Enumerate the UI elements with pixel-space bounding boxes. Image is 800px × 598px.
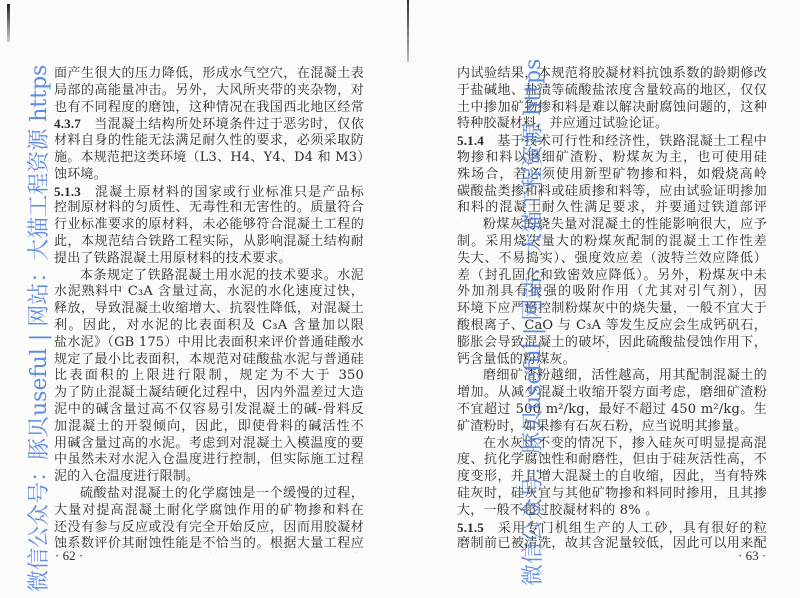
text-line — [457, 184, 767, 201]
text-line — [457, 385, 767, 402]
line-text: 控制原材料的匀质性、无毒性和无害性的。质量符合 — [54, 200, 364, 216]
text-line — [457, 234, 767, 251]
text-line — [54, 184, 364, 201]
text-line — [54, 167, 364, 184]
line-text: 利。因此，对水泥的比表面积及 C₃A 含量加以限 — [54, 317, 364, 333]
line-text: 泥中的碱含量过高不仅容易引发混凝土的碱-骨料反 — [54, 401, 364, 417]
text-line — [457, 419, 767, 436]
line-text: 盐水泥》（GB 175）中用比表面积来评价普通硅酸水 — [54, 334, 364, 350]
line-text: 行业标准要求的原材料，未必能够符合混凝土工程的 — [54, 217, 364, 233]
text-line — [457, 503, 767, 520]
line-text: 用碱含量过高的水泥。考虑到对混凝土入模温度的要 — [54, 435, 364, 451]
line-text: 混凝土原材料的国家或行业标准只是产品标 — [94, 184, 364, 200]
text-line — [54, 301, 364, 318]
text-line — [54, 486, 364, 503]
text-line — [54, 284, 364, 301]
line-text: 磨制前已被清洗，故其含泥量较低，因此可以用来配 — [457, 536, 767, 552]
text-line — [457, 251, 767, 268]
line-text: 比表面积的上限进行限制，规定为不大于 350 — [54, 368, 364, 384]
line-text: 物掺和料以磨细矿渣粉、粉煤灰为主，也可使用硅 — [457, 149, 767, 165]
text-line — [457, 436, 767, 453]
text-line — [457, 486, 767, 503]
line-text: 本条规定了铁路混凝土用水泥的技术要求。水泥 — [80, 267, 364, 283]
text-line — [457, 100, 767, 117]
line-text: 增加。从减少混凝土收缩开裂方面考虑，磨细矿渣粉 — [457, 385, 767, 401]
text-line — [54, 133, 364, 150]
line-text: 规定了最小比表面积，本规范对硅酸盐水泥与普通硅 — [54, 351, 364, 367]
text-line — [54, 503, 364, 520]
line-text: 为了防止混凝土凝结硬化过程中，因内外温差过大造 — [54, 385, 364, 401]
line-text: 基于技术可行性和经济性，铁路混凝土工程中 — [497, 134, 767, 150]
line-text: 释放，导致混凝土收缩增大、抗裂性降低，对混凝土 — [54, 301, 364, 317]
text-line — [457, 167, 767, 184]
line-text: 采用专门机组生产的人工砂，具有很好的粒 — [497, 520, 767, 536]
text-line — [457, 301, 767, 318]
scan-edge-mark — [7, 4, 10, 42]
text-line — [54, 352, 364, 369]
section-number: 4.3.7 — [54, 116, 81, 132]
text-line — [54, 335, 364, 352]
section-number: 5.1.3 — [54, 183, 81, 199]
text-line — [457, 133, 767, 150]
text-line — [457, 352, 767, 369]
left-page-text — [54, 66, 364, 553]
watermark-left: 微信公众号：豚贝useful | 网站：大猫工程资源 https — [27, 64, 52, 592]
line-text: 硫酸盐对混凝土的化学腐蚀是一个缓慢的过程， — [80, 485, 364, 501]
text-line — [54, 150, 364, 167]
text-line — [54, 385, 364, 402]
text-line — [54, 251, 364, 268]
line-text: 酸根离子、CaO 与 C₃A 等发生反应会生成钙矾石， — [457, 317, 767, 333]
page-number-left: · 62 · — [55, 548, 84, 563]
line-text: 施。本规范把这类环境（L3、H4、Y4、D4 和 M3） — [54, 149, 364, 165]
line-text: 粉煤灰的烧失量对混凝土的性能影响很大，应予 — [483, 217, 767, 233]
line-text: 水泥熟料中 C₃A 含量过高，水泥的水化速度过快， — [54, 284, 364, 300]
line-text: 差（封孔固化和致密效应降低）。另外，粉煤灰中未 — [457, 267, 767, 283]
text-line — [54, 268, 364, 285]
section-number: 5.1.4 — [457, 133, 484, 149]
text-line — [54, 116, 364, 133]
line-text: 大量对提高混凝土耐化学腐蚀作用的矿物掺和料在 — [54, 502, 364, 518]
line-text: 面产生很大的压力降低，形成水气空穴，在混凝土表 — [54, 66, 364, 81]
text-line — [457, 150, 767, 167]
text-line — [457, 402, 767, 419]
page-number-right: · 63 · — [738, 548, 767, 563]
text-line — [54, 368, 364, 385]
line-text: 于盐碱地、盐渍等硫酸盐浓度含量较高的地区，仅仅 — [457, 82, 767, 98]
text-line — [54, 217, 364, 234]
line-text: 失大、不易捣实）、强度效应差（波特兰效应降低） — [457, 250, 767, 266]
text-line — [54, 234, 364, 251]
line-text: 加混凝土的开裂倾向，因此，即使骨料的碱活性不 — [54, 418, 364, 434]
text-line — [54, 436, 364, 453]
line-text: 殊场合，若必须使用新型矿物掺和料，如煅烧高岭 — [457, 166, 767, 182]
line-text: 局部的高能量冲击。另外，大风所夹带的夹杂物，对 — [54, 82, 364, 98]
text-line — [54, 83, 364, 100]
line-text: 度、抗化学腐蚀性和耐磨性，但由于硅灰活性高，不 — [457, 452, 767, 468]
line-text: 膨胀会导致混凝土的破坏，因此硫酸盐侵蚀作用下， — [457, 334, 767, 350]
line-text: 制。采用烧失量大的粉煤灰配制的混凝土工作性差 — [457, 233, 767, 249]
text-line — [54, 100, 364, 117]
line-text: 蚀环境。 — [54, 166, 107, 182]
line-text: 内试验结果，本规范将胶凝材料抗蚀系数的龄期修改 — [457, 66, 767, 81]
text-line — [457, 452, 767, 469]
text-line — [457, 520, 767, 537]
line-text: 土中掺加矿物掺和料是难以解决耐腐蚀问题的，这种 — [457, 99, 767, 115]
book-gutter — [407, 0, 409, 62]
line-text: 和料的混凝土耐久性满足要求，并要通过铁道部评 — [457, 200, 767, 216]
text-line — [54, 469, 364, 486]
text-line — [457, 318, 767, 335]
text-line — [457, 368, 767, 385]
line-text: 中虽然未对水泥入仓温度进行控制，但实际施工过程 — [54, 452, 364, 468]
right-page-text — [457, 66, 767, 553]
line-text: 不宜超过 500 m²/kg，最好不超过 450 m²/kg。生 — [457, 401, 767, 417]
text-line — [457, 284, 767, 301]
text-line — [54, 419, 364, 436]
line-text: 材料自身的性能无法满足耐久性的要求，必须采取防 — [54, 133, 364, 149]
line-text: 度变形，并且增大混凝土的自收缩，因此，当有特殊 — [457, 469, 767, 485]
line-text: 在水灰比不变的情况下，掺入硅灰可明显提高混 — [483, 435, 767, 451]
section-number: 5.1.5 — [457, 519, 484, 535]
text-line — [54, 452, 364, 469]
line-text: 提出了铁路混凝土用原材料的技术要求。 — [54, 250, 292, 266]
line-text: 此，本规范结合铁路工程实际，从影响混凝土结构耐 — [54, 233, 364, 249]
line-text: 也有不同程度的磨蚀，这种情况在我国西北地区经常 — [54, 99, 364, 115]
text-line — [54, 402, 364, 419]
text-line — [54, 318, 364, 335]
line-text: 蚀系数评价其耐蚀性能是不恰当的。根据大量工程应 — [54, 536, 364, 552]
text-line — [457, 66, 767, 83]
line-text: 钙含量低的粉煤灰。 — [457, 351, 576, 367]
line-text: 特种胶凝材料，并应通过试验论证。 — [457, 116, 669, 132]
text-line — [54, 200, 364, 217]
text-line — [54, 536, 364, 553]
text-line — [457, 536, 767, 553]
watermark-right: 微信公众号：豚贝useful | 网站：大猫工程资源 https — [521, 58, 546, 586]
text-line — [457, 217, 767, 234]
line-text: 当混凝土结构所处环境条件过于恶劣时，仅依 — [94, 117, 364, 133]
line-text: 泥的入仓温度进行限制。 — [54, 469, 200, 485]
text-line — [457, 83, 767, 100]
text-line — [457, 268, 767, 285]
text-line — [457, 335, 767, 352]
line-text: 硅灰时，硅灰宜与其他矿物掺和料同时掺用，且其掺 — [457, 485, 767, 501]
line-text: 还没有参与反应或没有完全开始反应，因而用胶凝材 — [54, 519, 364, 535]
text-line — [457, 469, 767, 486]
line-text: 外加剂具有很强的吸附作用（尤其对引气剂），因 — [457, 284, 767, 300]
text-line — [54, 66, 364, 83]
line-text: 大，一般不超过胶凝材料的 8% 。 — [457, 502, 659, 518]
line-text: 磨细矿渣粉越细，活性越高，用其配制混凝土的 — [483, 368, 767, 384]
text-line — [54, 520, 364, 537]
line-text: 环境下应严格控制粉煤灰中的烧失量，一般不宜大于 — [457, 301, 767, 317]
line-text: 矿渣粉时，如果掺有石灰石粉，应当说明其掺量。 — [457, 418, 748, 434]
text-line — [457, 200, 767, 217]
text-line — [457, 116, 767, 133]
line-text: 碳酸盐类掺和料或硅质掺和料等，应由试验证明掺加 — [457, 183, 767, 199]
